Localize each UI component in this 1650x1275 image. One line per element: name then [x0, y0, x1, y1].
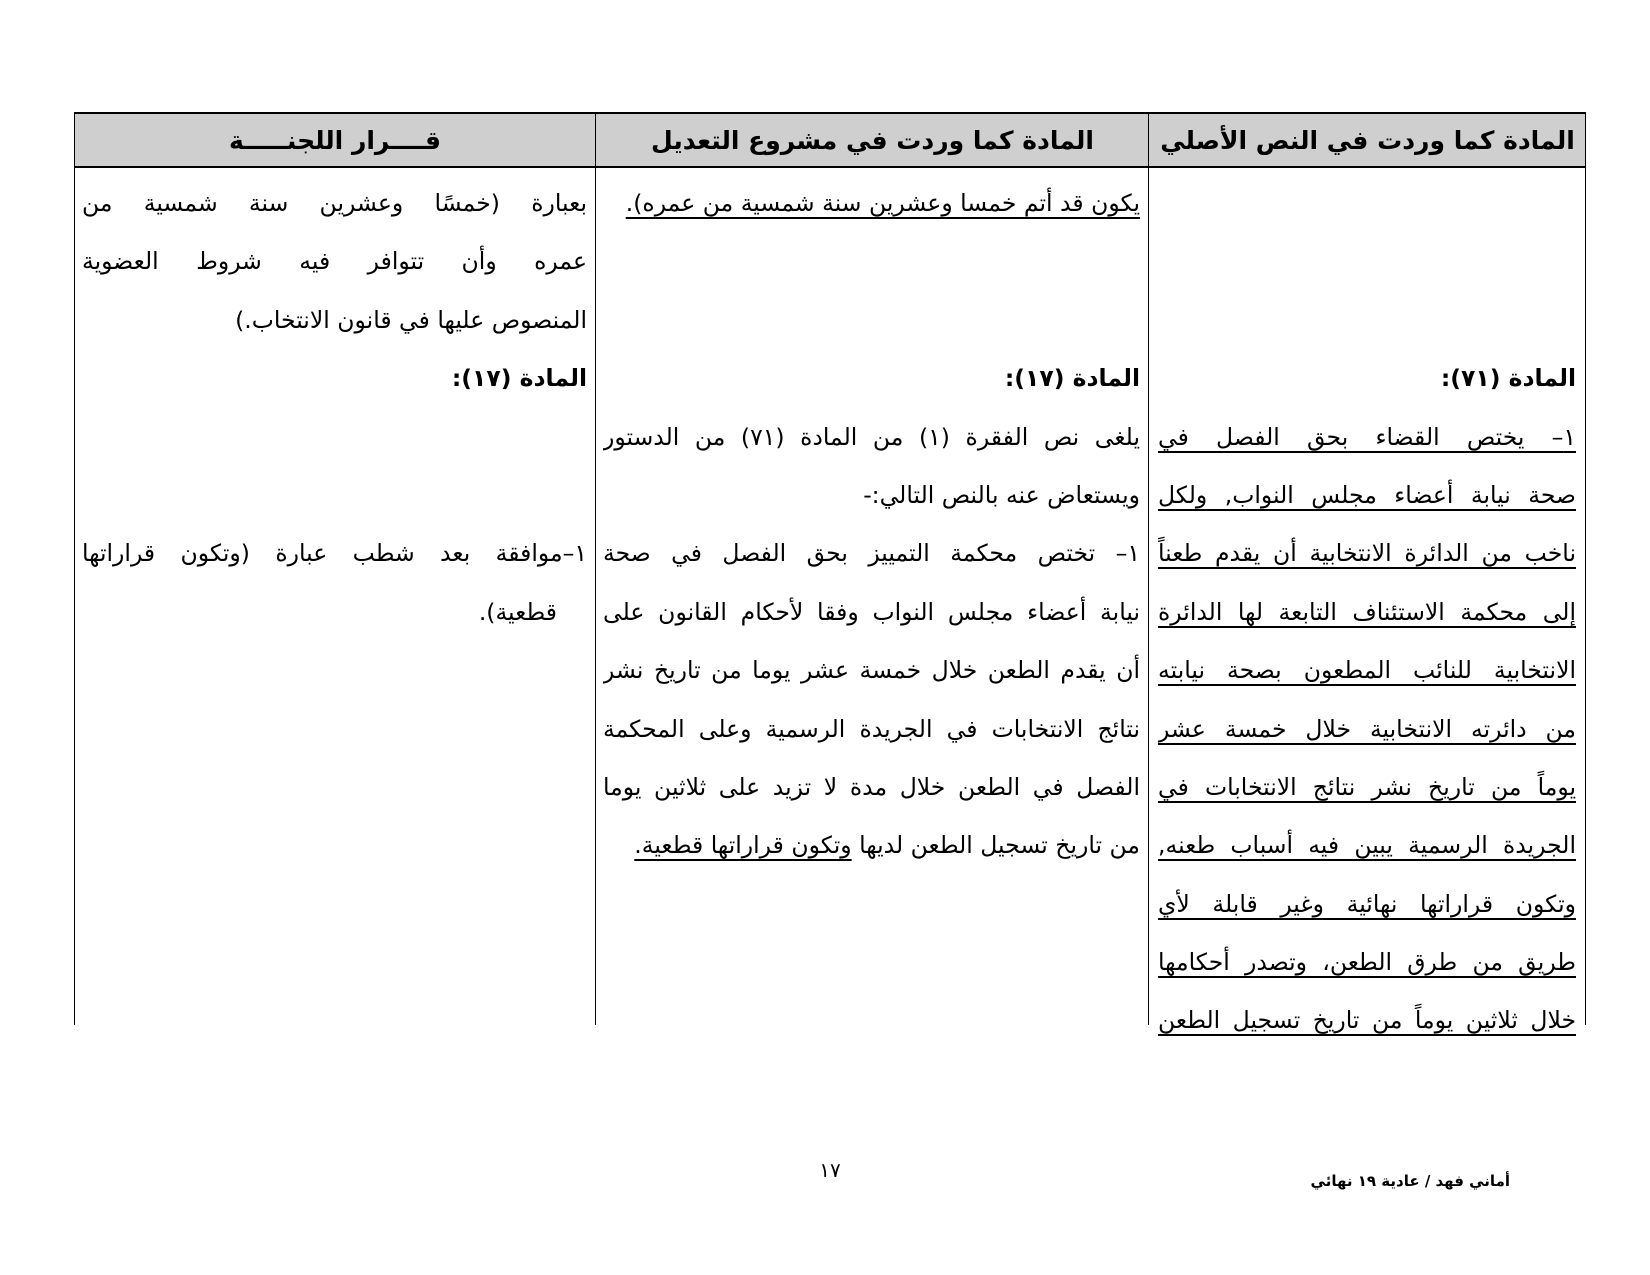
original-line: طريق من طرق الطعن، وتصدر أحكامها — [1158, 948, 1576, 977]
amendment-last-line-underlined: وتكون قراراتها قطعية. — [634, 831, 852, 860]
committee-decision-column — [82, 174, 587, 641]
original-line: وتكون قراراتها نهائية وغير قابلة لأي — [1158, 889, 1576, 918]
column-divider — [595, 112, 596, 1025]
amendment-last-line — [603, 816, 1140, 874]
footer-note: أماني فهد / عادية ١٩ نهائي — [1310, 1172, 1510, 1190]
header-amendment: المادة كما وردت في مشروع التعديل — [596, 112, 1149, 168]
committee-article-title: المادة (١٧): — [451, 364, 587, 393]
column-divider — [1148, 112, 1149, 1025]
committee-line: بعبارة (خمسًا وعشرين سنة شمسية من — [82, 189, 587, 217]
table-border-right — [1585, 112, 1586, 1025]
amendment-last-line-plain: من تاريخ تسجيل الطعن لديها — [851, 831, 1140, 860]
committee-decision-line: قطعية). — [478, 597, 557, 626]
original-line: يوماً من تاريخ نشر نتائج الانتخابات في — [1158, 772, 1576, 801]
original-line: الجريدة الرسمية يبين فيه أسباب طعنه, — [1158, 831, 1576, 860]
original-line: إلى محكمة الاستئناف التابعة لها الدائرة — [1158, 597, 1576, 626]
amendment-article-title: المادة (١٧): — [1004, 364, 1140, 393]
amendment-line: نتائج الانتخابات في الجريدة الرسمية وعلى المحكمة — [603, 714, 1140, 743]
original-line: من دائرته الانتخابية خلال خمسة عشر — [1158, 714, 1576, 743]
amendment-text-column — [603, 174, 1140, 875]
committee-line: عمره وأن تتوافر فيه شروط العضوية — [82, 247, 587, 276]
header-committee: قــــرار اللجنـــــة — [74, 112, 596, 168]
table-border-left — [74, 112, 75, 1025]
amendment-line: نيابة أعضاء مجلس النواب وفقا لأحكام القانون على — [603, 597, 1140, 626]
original-line: الانتخابية للنائب المطعون بصحة نيابته — [1158, 656, 1576, 685]
committee-line: المنصوص عليها في قانون الانتخاب.) — [235, 305, 587, 334]
amendment-line: يلغى نص الفقرة (١) من المادة (٧١) من الدستور — [603, 422, 1140, 451]
committee-decision-line: ١–موافقة بعد شطب عبارة (وتكون قراراتها — [82, 539, 587, 568]
amendment-top-line: يكون قد أتم خمسا وعشرين سنة شمسية من عمره). — [625, 189, 1140, 217]
header-original: المادة كما وردت في النص الأصلي — [1149, 112, 1586, 168]
original-line: ١– يختص القضاء بحق الفصل في — [1158, 422, 1576, 451]
amendment-line: ١– تختص محكمة التمييز بحق الفصل في صحة — [603, 539, 1140, 568]
page-number: ١٧ — [819, 1158, 841, 1182]
amendment-line: أن يقدم الطعن خلال خمسة عشر يوما من تاريخ نشر — [603, 656, 1140, 685]
amendment-line: ويستعاض عنه بالنص التالي:- — [863, 480, 1140, 509]
original-line: صحة نيابة أعضاء مجلس النواب, ولكل — [1158, 480, 1576, 509]
original-text-column — [1158, 174, 1576, 1050]
original-article-title: المادة (٧١): — [1440, 364, 1576, 393]
original-line: خلال ثلاثين يوماً من تاريخ تسجيل الطعن — [1158, 1006, 1576, 1035]
original-line: ناخب من الدائرة الانتخابية أن يقدم طعناً — [1158, 539, 1576, 568]
comparison-table — [74, 112, 1586, 1035]
amendment-line: الفصل في الطعن خلال مدة لا تزيد على ثلاثين يوما — [603, 772, 1140, 801]
